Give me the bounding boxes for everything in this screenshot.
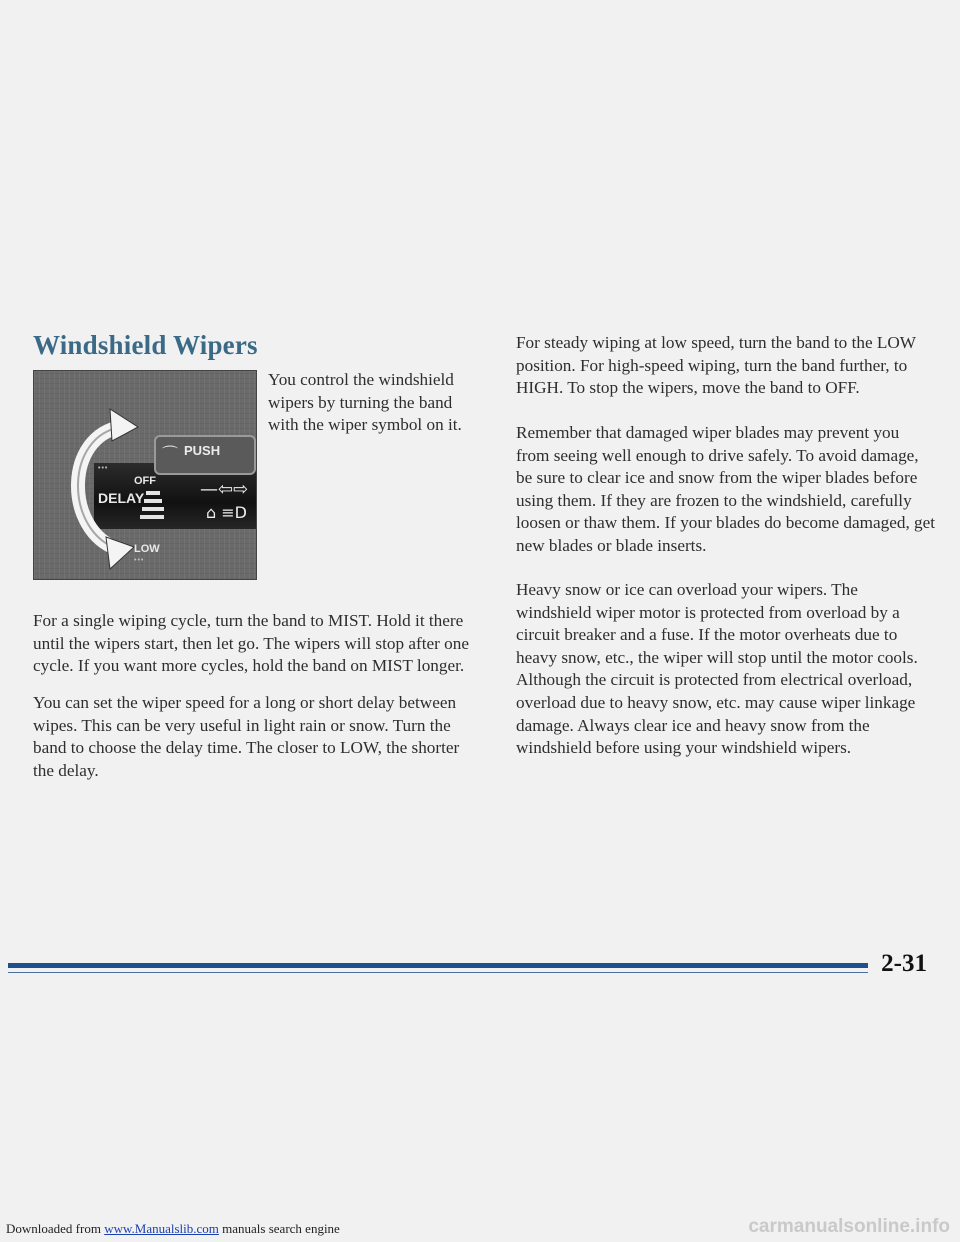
delay-bars-icon — [140, 491, 164, 523]
delay-label: DELAY — [98, 490, 145, 506]
intro-paragraph: You control the windshield wipers by turning the band with the wiper symbol on it. — [268, 370, 462, 435]
watermark: carmanualsonline.info — [748, 1216, 950, 1237]
off-label: OFF — [134, 475, 156, 487]
footer-prefix: Downloaded from — [6, 1221, 101, 1236]
page-number: 2-31 — [881, 950, 927, 977]
wiper-icon: ⌒ — [162, 444, 179, 463]
wiper-control-illustration — [33, 370, 257, 580]
low-label: LOW — [134, 543, 160, 555]
washer-arrow-icon: —⇦⇨ — [200, 479, 249, 500]
footer-rule — [8, 963, 868, 968]
steady-wiping-paragraph: For steady wiping at low speed, turn the band to the LOW position. For high-speed wiping, turn the band further, to HIGH. To stop the wipers, move the band to OFF. — [516, 333, 916, 398]
manualslib-link[interactable]: www.Manualslib.com — [104, 1221, 219, 1236]
footer-rule-thin — [8, 972, 868, 973]
delay-paragraph: You can set the wiper speed for a long or short delay between wipes. This can be very useful in light rain or snow. Turn the band to choose the delay time. The closer to LOW, the shorter the delay. — [33, 693, 460, 780]
download-footer — [6, 1221, 340, 1237]
blade-damage-paragraph: Remember that damaged wiper blades may prevent you from seeing well enough to drive safely. To avoid damage, be sure to clear ice and snow from the wiper blades before using them. If they are frozen to the windshield, carefully loosen or thaw them. If your blades do become damaged, get new blades or blade inserts. — [516, 423, 936, 555]
mist-mark: ••• — [98, 465, 109, 472]
headlamp-beam-icon: ⌂ ≡D — [206, 503, 247, 522]
heavy-snow-paragraph: Heavy snow or ice can overload your wipers. The windshield wiper motor is protected from overload by a circuit breaker and a fuse. If the motor overheats due to heavy snow, etc., the wiper will stop until the motor cools. Although the circuit is protected from electrical overload, overload due to heavy snow, etc. may cause wiper linkage damage. Always clear ice and heavy snow from the windshield before using your windshield wipers. — [516, 580, 918, 758]
single-cycle-paragraph: For a single wiping cycle, turn the band to MIST. Hold it there until the wipers start, then let go. The wipers will stop after one cycle. If you want more cycles, hold the band on MIST longer. — [33, 611, 469, 676]
push-label: PUSH — [184, 443, 221, 458]
high-mark: ••• — [134, 557, 145, 564]
footer-suffix: manuals search engine — [222, 1221, 340, 1236]
section-heading: Windshield Wipers — [33, 330, 258, 360]
